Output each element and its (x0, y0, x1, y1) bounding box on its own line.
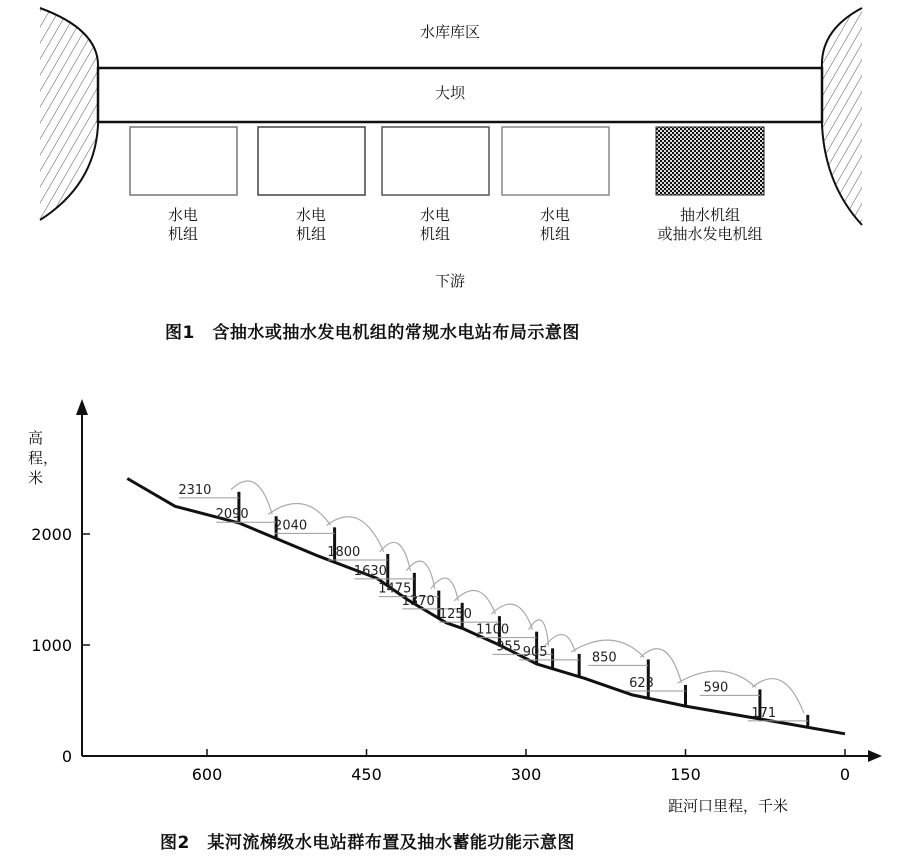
station-elevation-label: 1475 (378, 581, 412, 597)
figure1-caption: 图1 含抽水或抽水发电机组的常规水电站布局示意图 (165, 323, 580, 343)
station-elevation-label: 955 (496, 639, 521, 655)
station-elevation-label: 1100 (476, 622, 510, 638)
y-tick-label: 1000 (31, 636, 72, 655)
x-axis-label: 距河口里程，千米 (668, 797, 789, 815)
reservoir-label: 水库库区 (419, 23, 480, 41)
unit-box-2 (258, 127, 365, 195)
unit-label-3: 水电 机组 (419, 206, 450, 243)
x-axis-arrow (868, 750, 882, 762)
figure2-caption: 图2 某河流梯级水电站群布置及抽水蓄能功能示意图 (160, 833, 575, 853)
unit-box-3 (382, 127, 489, 195)
unit-label-4: 水电 机组 (539, 206, 570, 243)
station-elevation-label: 171 (751, 705, 777, 721)
unit-label-pumped: 抽水机组 或抽水发电机组 (657, 206, 763, 243)
y-axis-label: 高程，米 (28, 429, 59, 487)
y-tick-label: 2000 (31, 525, 72, 544)
downstream-label: 下游 (434, 272, 465, 290)
station-elevation-label: 1370 (401, 593, 435, 609)
station-elevation-label: 590 (703, 680, 729, 696)
x-tick-label: 450 (351, 765, 382, 784)
x-tick-label: 300 (510, 765, 542, 784)
dam-label: 大坝 (434, 84, 465, 102)
x-tick-label: 600 (191, 765, 223, 784)
y-axis-arrow (76, 399, 88, 415)
station-elevation-label: 1800 (327, 544, 361, 560)
station-elevation-label: 2040 (274, 518, 308, 534)
pumping-arc (431, 578, 458, 601)
unit-box-4 (502, 127, 609, 195)
x-tick-label: 150 (670, 765, 701, 784)
unit-box-1 (130, 127, 237, 195)
figure1-layout-diagram (0, 0, 900, 300)
unit-box-pumped (656, 127, 764, 195)
station-elevation-label: 1630 (353, 563, 387, 579)
unit-label-1: 水电 机组 (167, 206, 198, 243)
station-elevation-label: 2310 (178, 482, 212, 498)
y-tick-label: 0 (61, 747, 72, 766)
figure2-cascade-chart (0, 385, 900, 815)
x-tick-label: 0 (839, 765, 851, 784)
station-elevation-label: 2090 (215, 507, 249, 523)
station-elevation-label: 623 (629, 675, 654, 691)
station-elevation-label: 905 (522, 644, 548, 660)
station-elevation-label: 1250 (438, 607, 472, 623)
pumping-arc (529, 620, 549, 646)
unit-label-2: 水电 机组 (295, 206, 326, 243)
pumping-arc (545, 635, 576, 652)
station-elevation-label: 850 (591, 650, 617, 666)
